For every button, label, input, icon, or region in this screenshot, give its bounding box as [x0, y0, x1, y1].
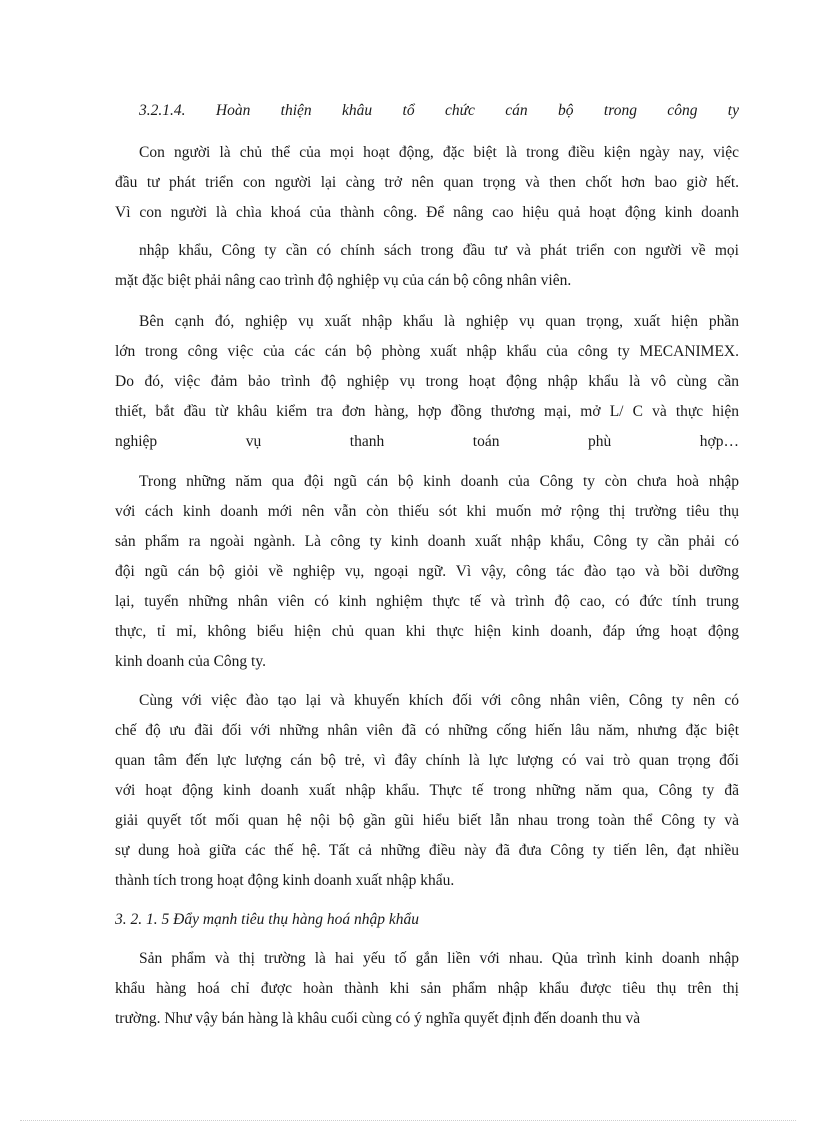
text-line: Do đó, việc đảm bảo trình độ nghiệp vụ trong hoạt động nhập khẩu là vô cùng cần: [115, 373, 739, 390]
text-line: khẩu hàng hoá chỉ được hoàn thành khi sản phẩm nhập khẩu được tiêu thụ trên thị: [115, 980, 739, 997]
text-line: Vì con người là chìa khoá của thành công. Để nâng cao hiệu quả hoạt động kinh doanh: [115, 204, 739, 221]
text-line: Sản phẩm và thị trường là hai yếu tố gắn liền với nhau. Qủa trình kinh doanh nhập: [139, 950, 739, 967]
text-line: nghiệp vụ thanh toán phù hợp…: [115, 433, 739, 450]
text-line: kinh doanh của Công ty.: [115, 653, 266, 670]
text-line: sự dung hoà giữa các thế hệ. Tất cả những điều này đã đưa Công ty tiến lên, đạt nhiều: [115, 842, 739, 859]
text-line: lớn trong công việc của các cán bộ phòng xuất nhập khẩu của công ty MECANIMEX.: [115, 343, 739, 360]
text-line: thành tích trong hoạt động kinh doanh xuất nhập khẩu.: [115, 872, 455, 889]
text-line: với cách kinh doanh mới nên vẫn còn thiếu sót khi muốn mở rộng thị trường tiêu thụ: [115, 503, 739, 520]
text-line: quan tâm đến lực lượng cán bộ trẻ, vì đây chính là lực lượng có vai trò quan trọng đối: [115, 752, 739, 769]
text-line: sản phẩm ra ngoài ngành. Là công ty kinh doanh xuất nhập khẩu, Công ty cần phải có: [115, 533, 739, 550]
text-line: thiết, bắt đầu từ khâu kiểm tra đơn hàng, hợp đồng thương mại, mở L/ C và thực hiện: [115, 403, 739, 420]
section-heading-3-2-1-5: 3. 2. 1. 5 Đẩy mạnh tiêu thụ hàng hoá nhập khẩu: [115, 911, 419, 928]
text-line: với hoạt động kinh doanh xuất nhập khẩu. Thực tế trong những năm qua, Công ty đã: [115, 782, 739, 799]
text-line: đội ngũ cán bộ giỏi về nghiệp vụ, ngoại ngữ. Vì vậy, công tác đào tạo và bồi dưỡng: [115, 563, 739, 580]
text-line: Bên cạnh đó, nghiệp vụ xuất nhập khẩu là nghiệp vụ quan trọng, xuất hiện phần: [139, 313, 739, 330]
text-line: Trong những năm qua đội ngũ cán bộ kinh doanh của Công ty còn chưa hoà nhập: [139, 473, 739, 490]
text-line: chế độ ưu đãi đối với những nhân viên đã có những cống hiến lâu năm, nhưng đặc biệt: [115, 722, 739, 739]
text-line: đầu tư phát triển con người lại càng trở nên quan trọng và then chốt hơn bao giờ hết.: [115, 174, 739, 191]
text-line: mặt đặc biệt phải nâng cao trình độ nghiệp vụ của cán bộ công nhân viên.: [115, 272, 572, 289]
text-line: lại, tuyển những nhân viên có kinh nghiệm thực tế và trình độ cao, có đức tính trung: [115, 593, 739, 610]
page-bottom-rule: [20, 1120, 796, 1121]
text-line: Cùng với việc đào tạo lại và khuyến khích đối với công nhân viên, Công ty nên có: [139, 692, 739, 709]
text-line: nhập khẩu, Công ty cần có chính sách trong đầu tư và phát triển con người về mọi: [139, 242, 739, 259]
text-line: trường. Như vậy bán hàng là khâu cuối cùng có ý nghĩa quyết định đến doanh thu và: [115, 1010, 641, 1027]
text-line: thực, tỉ mỉ, không biểu hiện chủ quan khi thực hiện kinh doanh, đáp ứng hoạt động: [115, 623, 739, 640]
text-line: giải quyết tốt mối quan hệ nội bộ gần gũi hiểu biết lẫn nhau trong toàn thể Công ty và: [115, 812, 739, 829]
section-heading-3-2-1-4: 3.2.1.4. Hoàn thiện khâu tổ chức cán bộ trong công ty: [139, 102, 739, 119]
text-line: Con người là chủ thể của mọi hoạt động, đặc biệt là trong điều kiện ngày nay, việc: [139, 144, 739, 161]
